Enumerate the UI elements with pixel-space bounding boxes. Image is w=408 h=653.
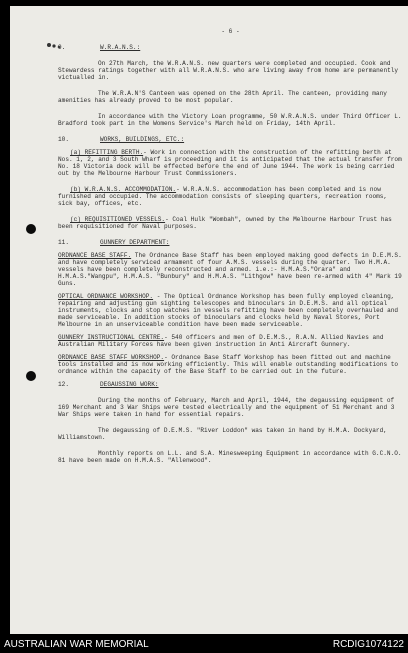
paragraph: The W.R.A.N'S Canteen was opened on the 28th April. The canteen, providing many amenities has already proved to be most popular. bbox=[58, 90, 387, 104]
section-heading: 11. GUNNERY DEPARTMENT: bbox=[58, 239, 170, 246]
footer-source: AUSTRALIAN WAR MEMORIAL bbox=[4, 639, 149, 650]
section-heading: 10. WORKS, BUILDINGS, ETC.: bbox=[58, 136, 185, 143]
paragraph: OPTICAL ORDNANCE WORKSHOP. - The Optical Ordnance Workshop has been fully employed cleaning, repairing and adjusting gun sighting telescopes and binoculars in D.E.M.S. and all optical instruments, clocks and stop watches in vessels refitting have been completely overhauled and made serviceable. In addition stocks of binoculars and clocks held by Naval Stores, Port Melbourne in an unserviceable condition have been made serviceable. bbox=[58, 293, 399, 328]
footer-record-id: RCDIG1074122 bbox=[332, 639, 404, 650]
paragraph: (a) REFITTING BERTH.- Work in connection with the construction of the refitting berth at Nos. 1, 2, and 3 South Wharf is proceeding and it is anticipated that the actual transfer from No. 18 Victoria dock will be effected before the end of June 1944. The work is being carried out by the Melbourne Harbour Trust Commissioners. bbox=[58, 149, 402, 177]
punch-hole-top bbox=[26, 224, 36, 234]
paragraph: On 27th March, the W.R.A.N.S. new quarters were completed and occupied. Cook and Stewardess ratings together with all W.R.A.N.S. who are living away from home are permanently victualled in. bbox=[58, 60, 399, 81]
paragraph: During the months of February, March and April, 1944, the degaussing equipment of 169 Merchant and 3 War Ships were tested electrically and the equipment of 51 Merchant and 3 War Ships were taken in hand for essential repairs. bbox=[58, 397, 395, 418]
punch-hole-bottom bbox=[26, 371, 36, 381]
paragraph: (c) REQUISITIONED VESSELS.- Coal Hulk "Wombah", owned by the Melbourne Harbour Trust has been requisitioned for Naval purposes. bbox=[58, 216, 392, 230]
document-body bbox=[58, 28, 403, 464]
paragraph: In accordance with the Victory Loan programme, 50 W.R.A.N.S. under Third Officer L. Bradford took part in the Womens Service's March held on Friday, 14th April. bbox=[58, 113, 402, 127]
paragraph: ORDNANCE BASE STAFF WORKSHOP.- Ordnance Base Staff Workshop has been fitted out and machine tools installed and is now working efficiently. This will enable outstanding modifications to ordnance within the capacity of the Base Staff to be carried out in the future. bbox=[58, 354, 399, 375]
section-heading: 9. W.R.A.N.S.: bbox=[58, 44, 141, 51]
paragraph: (b) W.R.A.N.S. ACCOMMODATION.- W.R.A.N.S. accommodation has been completed and is now furnished and occupied. The accommodation consists of sleeping quarters, recreation rooms, sick bay, offices, etc. bbox=[58, 186, 388, 207]
page-number: - 6 - bbox=[221, 28, 240, 35]
section-heading: 12. DEGAUSSING WORK: bbox=[58, 381, 159, 388]
paragraph: The degaussing of D.E.M.S. "River Loddon" was taken in hand by H.M.A. Dockyard, Williamstown. bbox=[58, 427, 387, 441]
paragraph: Monthly reports on L.L. and S.A. Minesweeping Equipment in accordance with G.C.N.O. 81 have been made on H.M.A.S. "Allenwood". bbox=[58, 450, 402, 464]
document-page bbox=[10, 6, 408, 634]
archive-footer bbox=[0, 636, 408, 653]
paragraph: GUNNERY INSTRUCTIONAL CENTRE.- 540 officers and men of D.E.M.S., R.A.N. Allied Navies and Australian Military Forces have been given instruction in Anti Aircraft Gunnery. bbox=[58, 334, 384, 348]
paragraph: ORDNANCE BASE STAFF. The Ordnance Base Staff has been employed making good defects in D.E.M.S. and have completely serviced armament of four A.M.S. vessels during the quarter. Two H.M.A. vessels have been completely reconstructed and armed. i.e.:- H.M.A.S."Orara" and H.M.A.S."Wangpu", H.M.A.S. "Bunbury" and H.M.A.S. "Lithgow" have been re-armed with 4" Mark 19 Guns. bbox=[58, 252, 402, 287]
